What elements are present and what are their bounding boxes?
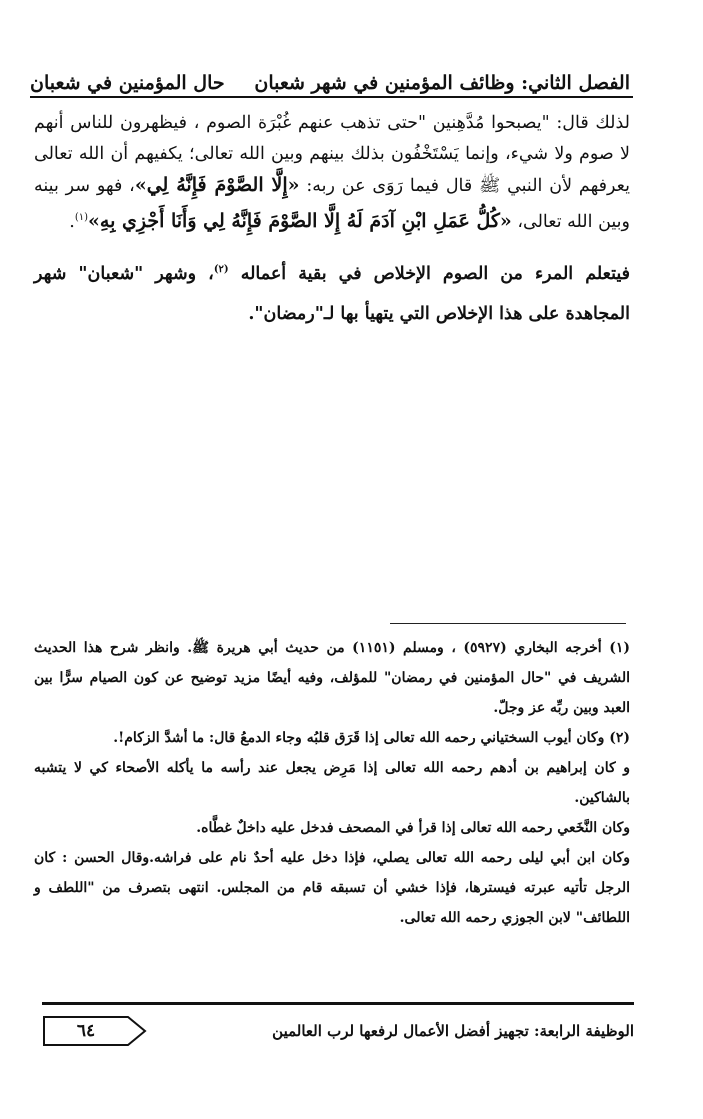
footnote-1 xyxy=(34,633,630,723)
page-number-badge xyxy=(42,1015,147,1047)
footnote-marker: (٢) xyxy=(213,263,229,275)
footnote-line: بالشاكين. xyxy=(574,790,630,806)
text-line: للناس أنهم لا صوم ولا شيء، وإنما يَسْتَخْفُون بذلك بينهم وبين الله تعالى؛ يكفيهم xyxy=(34,113,630,164)
text-line: ، وشهر "شعبان" شهر xyxy=(34,263,214,284)
text-line: لذلك قال: "يصبحوا مُدَّهِنين "حتى تذهب عنهم غُبْرَة الصوم ، فيظهرون xyxy=(119,113,630,133)
text-line: ، فهو xyxy=(96,176,135,196)
paragraph-1 xyxy=(34,108,630,238)
page-number: ٦٤ xyxy=(76,1021,96,1041)
text-line: فيتعلم المرء من الصوم الإخلاص في بقية أعماله xyxy=(240,263,631,284)
hadith-quote: «كُلُّ عَمَلِ ابْنِ آدَمَ لَهُ إِلَّا الصَّوْمَ فَإِنَّهُ لِي وَأَنَا أَجْزِي بِهِ» xyxy=(88,209,512,232)
footnote-2 xyxy=(34,723,630,753)
footnote-line: و كان إبراهيم بن أدهم رحمه الله تعالى إذا مَرِض يجعل عند رأسه ما يأكله الأصحاء كي لا يتشبه xyxy=(34,760,630,776)
footnote-2-cont xyxy=(34,843,630,933)
footer-rule xyxy=(42,1002,634,1005)
text-line: . xyxy=(69,211,75,232)
chapter-title: الفصل الثاني: وظائف المؤمنين في شهر شعبان xyxy=(254,72,630,94)
header-rule xyxy=(30,96,633,98)
text-line: سر بينه وبين الله تعالى، xyxy=(34,176,630,232)
hadith-quote: «إِلَّا الصَّوْمَ فَإِنَّهُ لِي» xyxy=(134,174,300,196)
footnote-line: وكان ابن أبي ليلى رحمه الله تعالى يصلي، فإذا دخل عليه أحدٌ نام على فراشه.وقال الحسن : كان الرجل xyxy=(34,850,631,896)
running-footer xyxy=(42,1013,634,1049)
paragraph-2 xyxy=(34,250,630,334)
text-line: أن الله تعالى يعرفهم لأن النبي ﷺ قال فيما رَوَى عن ربه: xyxy=(34,144,630,196)
footnote-line: وكان النَّخَعي رحمه الله تعالى إذا قرأ في المصحف فدخل عليه داخلٌ غطَّاه. xyxy=(196,820,630,836)
book-title: حال المؤمنين في شعبان xyxy=(30,72,225,94)
footnote-line: الشريف في "حال المؤمنين في رمضان" للمؤلف، وفيه أيضًا مزيد توضيح عن كون الصيام سرًّا بين xyxy=(34,670,630,686)
footnote-line: تأتيه عبرته فيسترها، فإذا خشي أن تسبقه قام من المجلس. انتهى بتصرف من "اللطف و اللطائف" لابن xyxy=(34,880,630,926)
section-title: الوظيفة الرابعة: تجهيز أفضل الأعمال لرفعها لرب العالمين xyxy=(272,1022,634,1040)
running-header xyxy=(30,58,630,94)
footnote-2-cont xyxy=(34,753,630,813)
footnotes xyxy=(34,633,630,933)
footnote-separator xyxy=(390,623,626,624)
text-line: المجاهدة على هذا الإخلاص التي يتهيأ بها لـ"رمضان". xyxy=(248,303,630,324)
footnote-line: (١) أخرجه البخاري (٥٩٢٧) ، ومسلم (١١٥١) من حديث أبي هريرة ﷺ. وانظر شرح هذا الحديث xyxy=(34,640,630,656)
footnote-line: الجوزي رحمه الله تعالى. xyxy=(399,910,544,926)
footnote-2-cont xyxy=(34,813,630,843)
main-text xyxy=(34,108,630,334)
footnote-marker: (١) xyxy=(74,212,89,223)
footnote-line: (٢) وكان أيوب السختياني رحمه الله تعالى إذا قَرَق قلبُه وجاء الدمعُ قال: ما أشدَّ الزكام!. xyxy=(113,730,630,746)
footnote-line: العبد وبين ربِّه عز وجلّ. xyxy=(493,700,630,716)
